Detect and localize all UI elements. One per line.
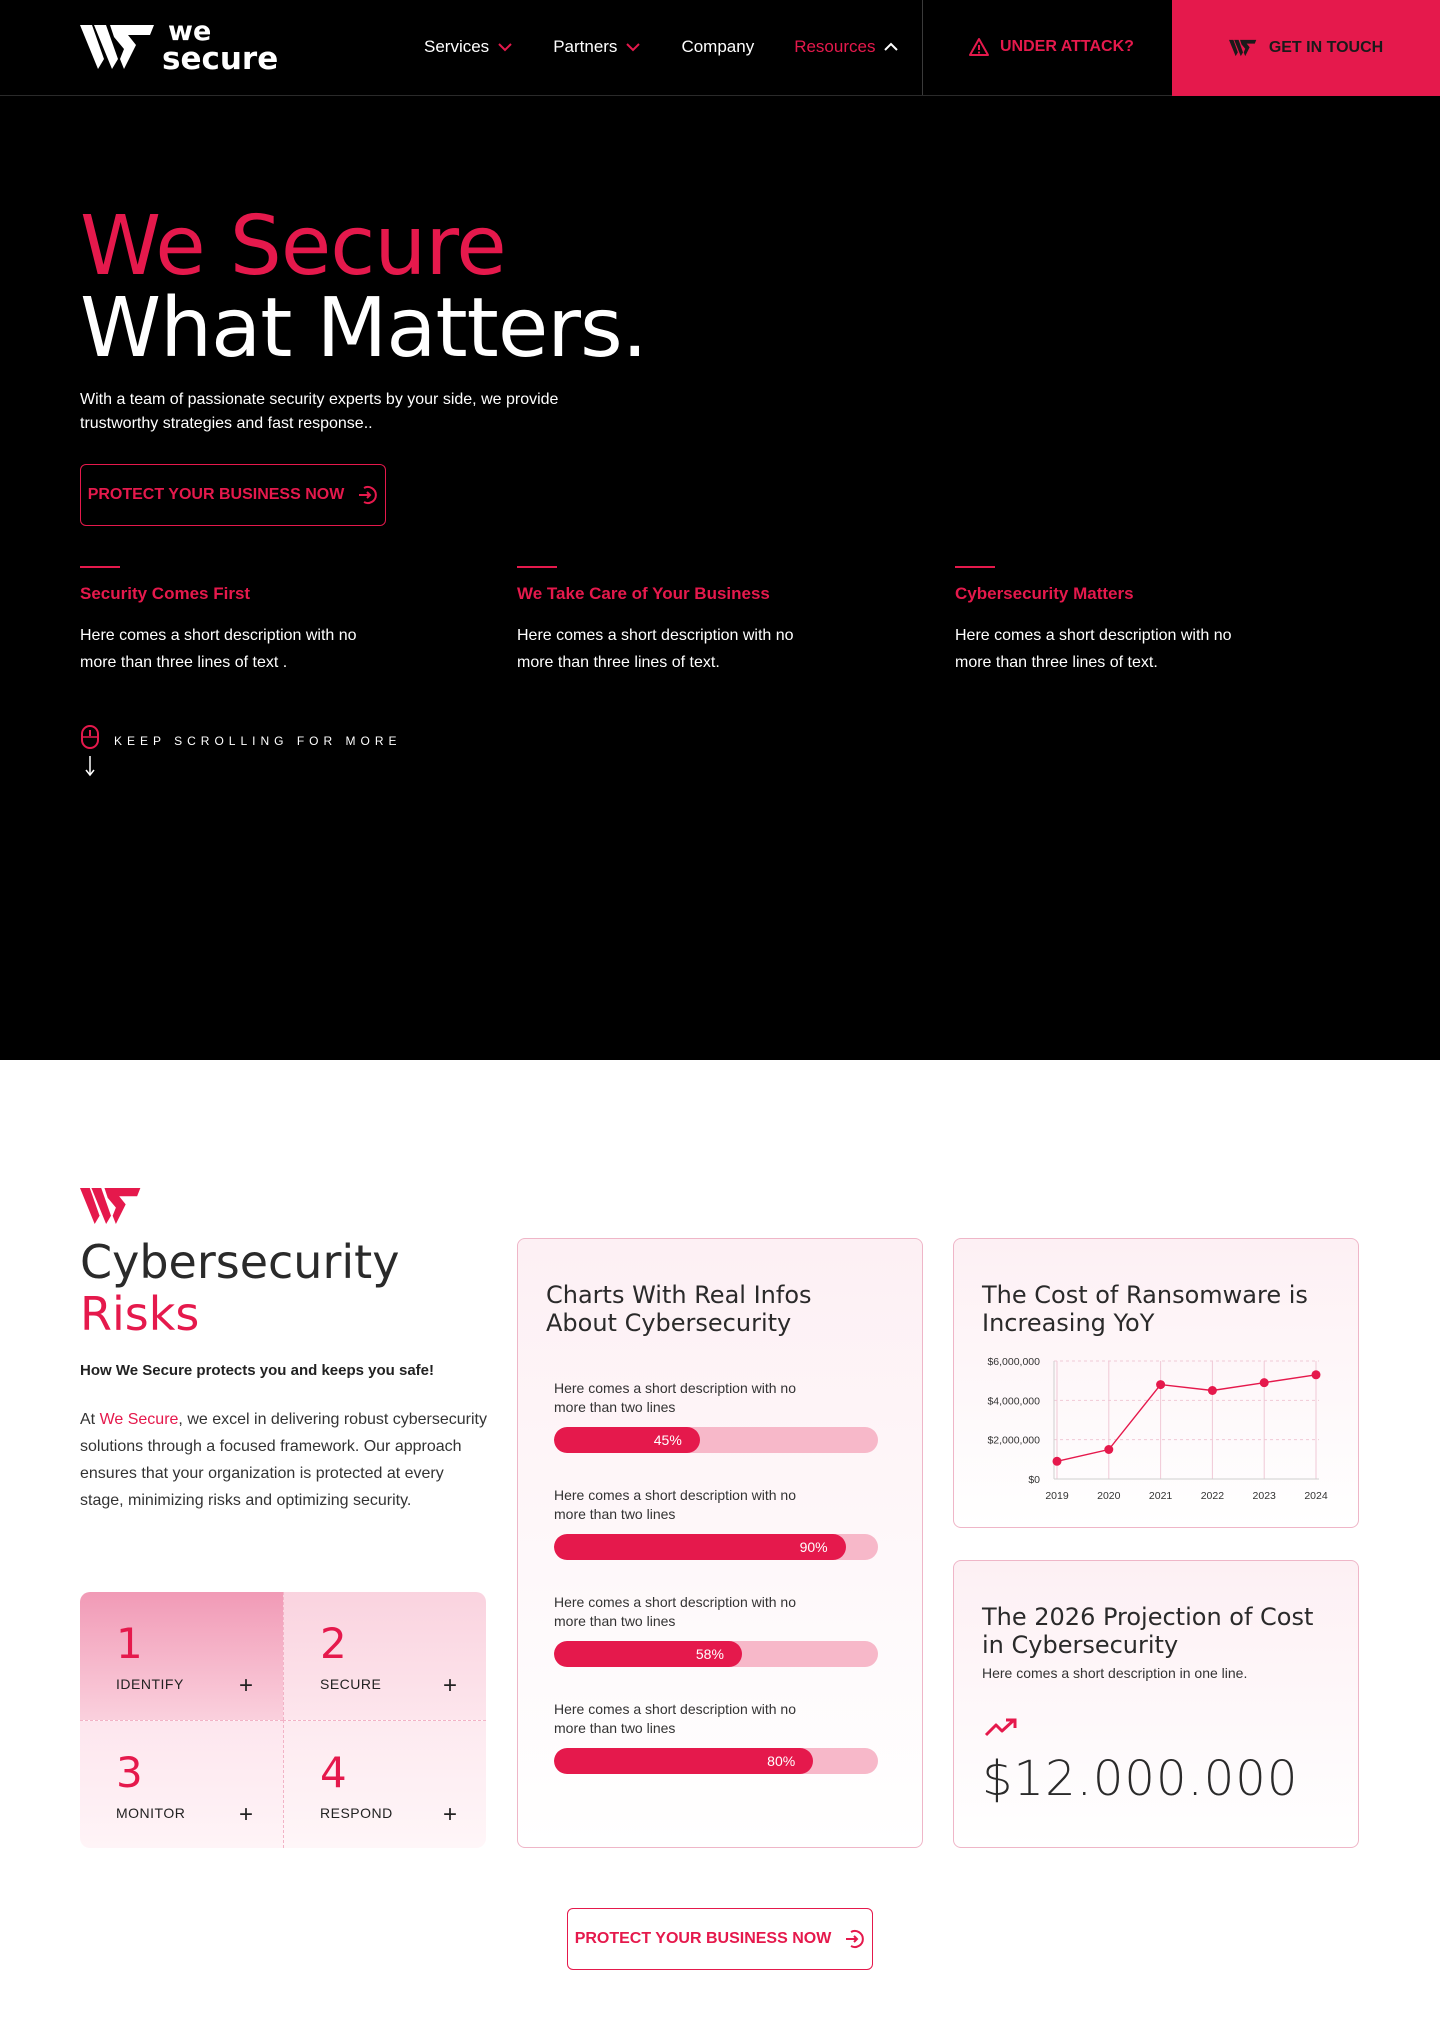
protect-business-label: PROTECT YOUR BUSINESS NOW <box>574 1930 832 1947</box>
step-respond[interactable] <box>283 1720 486 1848</box>
projection-description: Here comes a short description in one line. <box>982 1665 1248 1681</box>
risks-title <box>80 1236 399 1340</box>
step-label: MONITOR <box>116 1805 186 1821</box>
feature-title: We Take Care of Your Business <box>517 584 770 603</box>
step-identify[interactable] <box>80 1592 283 1720</box>
chart-x-tick-label: 2020 <box>1097 1490 1121 1502</box>
progress-item <box>554 1593 878 1667</box>
plus-icon[interactable]: + <box>443 1672 458 1699</box>
nav-partners[interactable] <box>553 37 641 57</box>
brand-mark-icon <box>80 23 156 71</box>
plus-icon[interactable]: + <box>443 1801 458 1828</box>
step-secure[interactable] <box>283 1592 486 1720</box>
hero-title-line1: We Secure <box>80 199 506 294</box>
chart-data-point <box>1312 1370 1321 1379</box>
trending-up-icon <box>984 1717 1018 1739</box>
feature-divider <box>955 566 995 568</box>
hero-description: With a team of passionate security experts by your side, we provide trustworthy strategies and fast response.. <box>80 391 559 432</box>
charts-card-title: Charts With Real Infos About Cybersecurity <box>546 1281 812 1337</box>
projection-card <box>953 1560 1359 1848</box>
hero-title <box>80 199 647 376</box>
chart-data-point <box>1208 1386 1217 1395</box>
under-attack-label: UNDER ATTACK? <box>1000 38 1134 55</box>
risks-subtitle: How We Secure protects you and keeps you safe! <box>80 1362 434 1379</box>
feature-item <box>955 566 1295 676</box>
protect-business-label: PROTECT YOUR BUSINESS NOW <box>87 486 345 503</box>
risks-body <box>80 1406 490 1514</box>
login-arrow-icon <box>356 484 378 506</box>
step-label: IDENTIFY <box>116 1676 184 1692</box>
progress-track <box>554 1748 878 1774</box>
feature-divider <box>80 566 120 568</box>
progress-track <box>554 1534 878 1560</box>
chart-x-tick-label: 2022 <box>1200 1490 1225 1502</box>
brand-line2: secure <box>162 41 279 78</box>
chart-y-tick-label: $2,000,000 <box>987 1434 1040 1447</box>
projection-card-title: The 2026 Projection of Cost in Cybersecurity <box>982 1603 1314 1659</box>
progress-fill: 45% <box>554 1427 700 1453</box>
progress-fill: 80% <box>554 1748 813 1774</box>
protect-business-button-bottom[interactable] <box>567 1908 873 1970</box>
ransomware-card-title: The Cost of Ransomware is Increasing YoY <box>982 1281 1308 1337</box>
main-menu <box>424 0 939 94</box>
step-number: 1 <box>116 1619 143 1668</box>
framework-steps <box>80 1592 486 1848</box>
step-label: SECURE <box>320 1676 382 1692</box>
logo[interactable] <box>80 16 279 78</box>
progress-item <box>554 1379 878 1453</box>
feature-title: Cybersecurity Matters <box>955 584 1134 603</box>
ransomware-line-chart <box>974 1351 1344 1511</box>
get-in-touch-button[interactable] <box>1172 0 1440 96</box>
mouse-scroll-icon <box>80 724 100 780</box>
chart-y-tick-label: $4,000,000 <box>987 1395 1040 1408</box>
progress-description: Here comes a short description with no more than two lines <box>554 1487 796 1522</box>
nav-company[interactable] <box>681 37 754 57</box>
step-number: 3 <box>116 1748 143 1797</box>
feature-description: Here comes a short description with no more than three lines of text. <box>517 627 794 671</box>
risks-body-prefix: At <box>80 1411 100 1428</box>
risks-title-line2: Risks <box>80 1287 200 1341</box>
chevron-up-icon <box>883 42 899 52</box>
chart-x-tick-label: 2019 <box>1045 1490 1069 1502</box>
top-nav <box>0 0 1440 96</box>
nav-resources-label: Resources <box>794 37 876 56</box>
plus-icon[interactable]: + <box>239 1672 254 1699</box>
scroll-hint-label: KEEP SCROLLING FOR MORE <box>114 734 402 748</box>
protect-business-button[interactable] <box>80 464 386 526</box>
plus-icon[interactable]: + <box>239 1801 254 1828</box>
feature-description: Here comes a short description with no more than three lines of text. <box>955 627 1232 671</box>
progress-track <box>554 1641 878 1667</box>
chart-data-point <box>1260 1378 1269 1387</box>
feature-description: Here comes a short description with no more than three lines of text . <box>80 627 357 671</box>
risks-body-rest: , we excel in delivering robust cybersecurity solutions through a focused framework. Our approach ensures that your organization is protected at every stage, minimizing risks and optimizing security. <box>80 1411 487 1509</box>
chart-data-point <box>1104 1445 1113 1454</box>
chart-data-point <box>1053 1457 1062 1466</box>
progress-description: Here comes a short description with no more than two lines <box>554 1701 796 1736</box>
step-monitor[interactable] <box>80 1720 283 1848</box>
nav-services-label: Services <box>424 37 490 56</box>
chart-x-tick-label: 2023 <box>1252 1490 1276 1502</box>
feature-item <box>80 566 420 676</box>
step-number: 4 <box>320 1748 347 1797</box>
chevron-down-icon <box>625 42 641 52</box>
feature-title: Security Comes First <box>80 584 251 603</box>
progress-item <box>554 1486 878 1560</box>
progress-fill: 58% <box>554 1641 742 1667</box>
brand-name <box>162 16 279 78</box>
chart-x-tick-label: 2021 <box>1148 1490 1173 1502</box>
risks-title-line1: Cybersecurity <box>80 1235 400 1289</box>
feature-divider <box>517 566 557 568</box>
warning-icon <box>968 37 990 57</box>
nav-company-label: Company <box>681 37 755 56</box>
progress-item <box>554 1700 878 1774</box>
brand-mark-icon <box>1229 39 1257 57</box>
nav-partners-label: Partners <box>553 37 618 56</box>
feature-item <box>517 566 857 676</box>
hero-section <box>0 96 1440 1060</box>
step-number: 2 <box>320 1619 347 1668</box>
progress-fill: 90% <box>554 1534 846 1560</box>
chart-data-point <box>1156 1380 1165 1389</box>
brand-mark-icon <box>80 1186 142 1226</box>
step-label: RESPOND <box>320 1805 393 1821</box>
hero-title-line2: What Matters. <box>80 281 647 376</box>
login-arrow-icon <box>843 1928 865 1950</box>
nav-services[interactable] <box>424 37 513 57</box>
scroll-hint[interactable] <box>80 724 401 780</box>
brand-line1: we <box>168 16 212 48</box>
chart-y-tick-label: $0 <box>1028 1474 1040 1486</box>
chart-y-tick-label: $6,000,000 <box>987 1356 1040 1368</box>
get-in-touch-label: GET IN TOUCH <box>1268 39 1384 56</box>
charts-card <box>517 1238 923 1848</box>
risks-body-brand: We Secure <box>99 1411 179 1428</box>
progress-description: Here comes a short description with no more than two lines <box>554 1594 796 1629</box>
nav-divider <box>922 0 923 95</box>
under-attack-link[interactable] <box>968 0 1134 94</box>
projection-value: $12.000.000 <box>982 1751 1299 1807</box>
nav-resources[interactable] <box>794 37 899 57</box>
progress-description: Here comes a short description with no more than two lines <box>554 1380 796 1415</box>
chart-series-line <box>1057 1375 1316 1462</box>
progress-track <box>554 1427 878 1453</box>
chevron-down-icon <box>497 42 513 52</box>
ransomware-card <box>953 1238 1359 1528</box>
chart-x-tick-label: 2024 <box>1304 1490 1328 1502</box>
